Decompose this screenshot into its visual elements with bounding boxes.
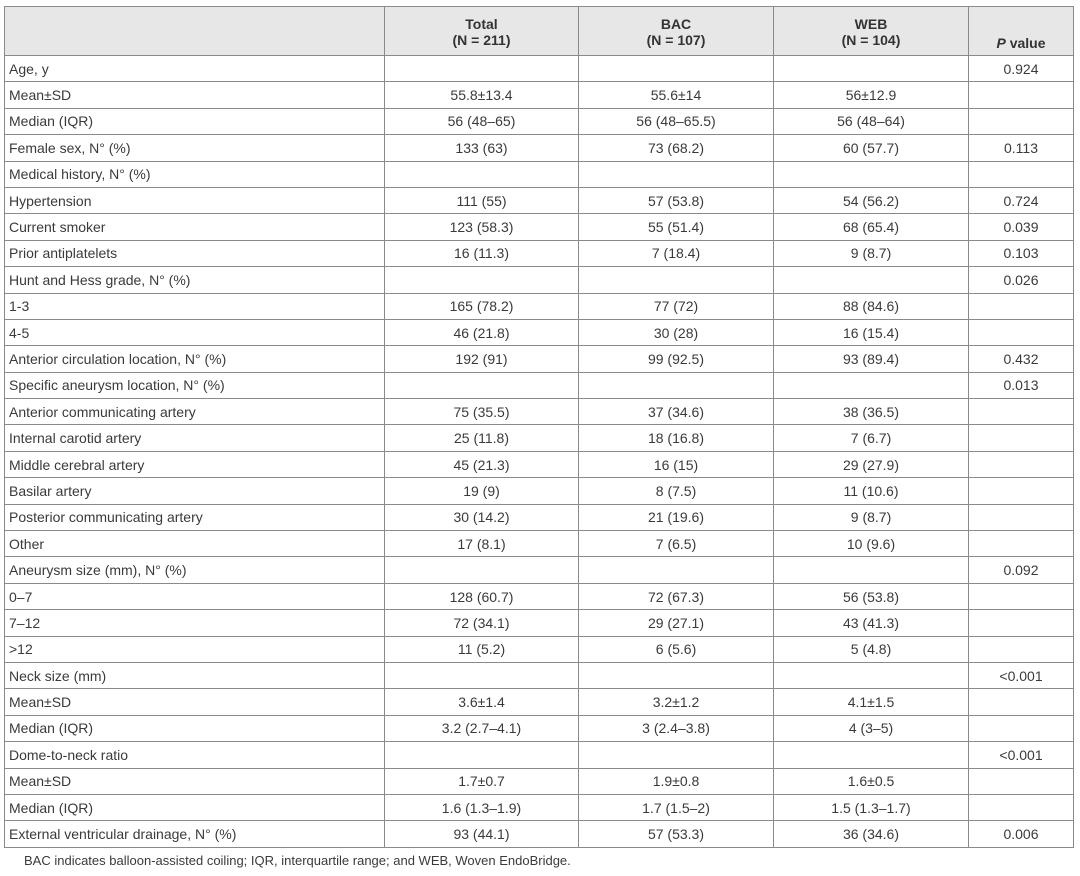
cell-bac: 57 (53.8)	[579, 187, 774, 213]
table-row	[5, 689, 1074, 715]
cell-web	[774, 557, 969, 583]
cell-total	[385, 557, 579, 583]
cell-total: 56 (48–65)	[385, 108, 579, 134]
cell-bac: 99 (92.5)	[579, 346, 774, 372]
row-label: Anterior communicating artery	[5, 399, 385, 425]
cell-web: 36 (34.6)	[774, 821, 969, 847]
row-label: Dome-to-neck ratio	[5, 742, 385, 768]
table-row	[5, 82, 1074, 108]
cell-bac: 7 (18.4)	[579, 240, 774, 266]
cell-total: 128 (60.7)	[385, 583, 579, 609]
cell-bac: 56 (48–65.5)	[579, 108, 774, 134]
table-row	[5, 451, 1074, 477]
table-row	[5, 399, 1074, 425]
row-label: Median (IQR)	[5, 108, 385, 134]
cell-p-value	[969, 293, 1074, 319]
row-label: Mean±SD	[5, 82, 385, 108]
cell-p-value	[969, 108, 1074, 134]
cell-total	[385, 742, 579, 768]
table-row	[5, 240, 1074, 266]
table-row	[5, 715, 1074, 741]
cell-total: 111 (55)	[385, 187, 579, 213]
table-row	[5, 161, 1074, 187]
cell-bac	[579, 372, 774, 398]
cell-total	[385, 372, 579, 398]
cell-bac: 30 (28)	[579, 319, 774, 345]
table-footnote: BAC indicates balloon-assisted coiling; IQR, interquartile range; and WEB, Woven EndoBridge.	[24, 853, 571, 868]
row-label: Other	[5, 531, 385, 557]
cell-total: 19 (9)	[385, 478, 579, 504]
cell-bac: 55 (51.4)	[579, 214, 774, 240]
cell-bac: 1.9±0.8	[579, 768, 774, 794]
cell-p-value: 0.026	[969, 267, 1074, 293]
header-p-letter: P	[996, 35, 1006, 51]
table-row	[5, 583, 1074, 609]
table-row	[5, 425, 1074, 451]
cell-web: 9 (8.7)	[774, 240, 969, 266]
cell-web: 7 (6.7)	[774, 425, 969, 451]
cell-bac	[579, 557, 774, 583]
cell-p-value	[969, 504, 1074, 530]
header-bac-count: (N = 107)	[646, 31, 706, 48]
cell-p-value	[969, 636, 1074, 662]
cell-total: 25 (11.8)	[385, 425, 579, 451]
table-row	[5, 214, 1074, 240]
cell-web	[774, 267, 969, 293]
cell-bac: 8 (7.5)	[579, 478, 774, 504]
cell-bac: 55.6±14	[579, 82, 774, 108]
row-label: Basilar artery	[5, 478, 385, 504]
cell-bac	[579, 267, 774, 293]
table-row	[5, 135, 1074, 161]
table-row	[5, 557, 1074, 583]
cell-p-value	[969, 531, 1074, 557]
table-row	[5, 504, 1074, 530]
cell-bac: 29 (27.1)	[579, 610, 774, 636]
header-bac-title: BAC	[660, 15, 692, 32]
cell-p-value	[969, 689, 1074, 715]
table-row	[5, 531, 1074, 557]
row-label: >12	[5, 636, 385, 662]
cell-bac: 72 (67.3)	[579, 583, 774, 609]
cell-web: 56 (53.8)	[774, 583, 969, 609]
table-row	[5, 319, 1074, 345]
cell-web: 5 (4.8)	[774, 636, 969, 662]
cell-bac	[579, 56, 774, 82]
table-row	[5, 293, 1074, 319]
table-row	[5, 187, 1074, 213]
table-row	[5, 346, 1074, 372]
table-row	[5, 267, 1074, 293]
cell-p-value: 0.432	[969, 346, 1074, 372]
cell-web: 1.6±0.5	[774, 768, 969, 794]
cell-web: 38 (36.5)	[774, 399, 969, 425]
header-p-value	[969, 7, 1074, 56]
cell-web: 88 (84.6)	[774, 293, 969, 319]
cell-p-value	[969, 715, 1074, 741]
cell-p-value	[969, 161, 1074, 187]
cell-web: 1.5 (1.3–1.7)	[774, 794, 969, 820]
header-web-count: (N = 104)	[841, 31, 901, 48]
header-bac	[579, 7, 774, 56]
cell-p-value: 0.113	[969, 135, 1074, 161]
cell-web: 60 (57.7)	[774, 135, 969, 161]
cell-total: 55.8±13.4	[385, 82, 579, 108]
cell-p-value: 0.013	[969, 372, 1074, 398]
cell-total: 123 (58.3)	[385, 214, 579, 240]
cell-web: 56 (48–64)	[774, 108, 969, 134]
cell-bac: 18 (16.8)	[579, 425, 774, 451]
cell-bac: 16 (15)	[579, 451, 774, 477]
table-row	[5, 636, 1074, 662]
row-label: Aneurysm size (mm), N° (%)	[5, 557, 385, 583]
cell-total: 3.2 (2.7–4.1)	[385, 715, 579, 741]
cell-p-value: 0.103	[969, 240, 1074, 266]
row-label: Specific aneurysm location, N° (%)	[5, 372, 385, 398]
cell-bac	[579, 161, 774, 187]
cell-p-value	[969, 794, 1074, 820]
row-label: Female sex, N° (%)	[5, 135, 385, 161]
cell-total: 1.6 (1.3–1.9)	[385, 794, 579, 820]
header-characteristic	[5, 7, 385, 56]
table-row	[5, 742, 1074, 768]
header-web	[774, 7, 969, 56]
cell-web: 9 (8.7)	[774, 504, 969, 530]
row-label: Internal carotid artery	[5, 425, 385, 451]
cell-total: 1.7±0.7	[385, 768, 579, 794]
cell-bac	[579, 742, 774, 768]
table-row	[5, 821, 1074, 847]
cell-web: 4.1±1.5	[774, 689, 969, 715]
row-label: Mean±SD	[5, 768, 385, 794]
cell-web: 56±12.9	[774, 82, 969, 108]
cell-bac: 3 (2.4–3.8)	[579, 715, 774, 741]
cell-bac: 6 (5.6)	[579, 636, 774, 662]
cell-total: 3.6±1.4	[385, 689, 579, 715]
row-label: Neck size (mm)	[5, 662, 385, 688]
row-label: Medical history, N° (%)	[5, 161, 385, 187]
cell-p-value: 0.006	[969, 821, 1074, 847]
cell-p-value: 0.092	[969, 557, 1074, 583]
cell-web	[774, 161, 969, 187]
cell-bac: 7 (6.5)	[579, 531, 774, 557]
table-row	[5, 794, 1074, 820]
cell-p-value	[969, 451, 1074, 477]
cell-p-value: <0.001	[969, 662, 1074, 688]
cell-web: 4 (3–5)	[774, 715, 969, 741]
cell-web: 29 (27.9)	[774, 451, 969, 477]
cell-total	[385, 56, 579, 82]
table-row	[5, 610, 1074, 636]
row-label: 1-3	[5, 293, 385, 319]
cell-web: 11 (10.6)	[774, 478, 969, 504]
cell-bac: 1.7 (1.5–2)	[579, 794, 774, 820]
cell-p-value: 0.724	[969, 187, 1074, 213]
table-row	[5, 478, 1074, 504]
cell-total	[385, 161, 579, 187]
cell-total	[385, 662, 579, 688]
table-row	[5, 768, 1074, 794]
header-total	[385, 7, 579, 56]
row-label: 7–12	[5, 610, 385, 636]
cell-bac: 57 (53.3)	[579, 821, 774, 847]
cell-web: 68 (65.4)	[774, 214, 969, 240]
cell-web: 93 (89.4)	[774, 346, 969, 372]
cell-bac: 73 (68.2)	[579, 135, 774, 161]
cell-web	[774, 662, 969, 688]
cell-total: 17 (8.1)	[385, 531, 579, 557]
cell-web: 43 (41.3)	[774, 610, 969, 636]
table-row	[5, 56, 1074, 82]
row-label: Mean±SD	[5, 689, 385, 715]
table-row	[5, 662, 1074, 688]
cell-web: 16 (15.4)	[774, 319, 969, 345]
cell-bac: 37 (34.6)	[579, 399, 774, 425]
cell-bac: 77 (72)	[579, 293, 774, 319]
cell-total: 133 (63)	[385, 135, 579, 161]
cell-bac: 21 (19.6)	[579, 504, 774, 530]
cell-total: 11 (5.2)	[385, 636, 579, 662]
cell-p-value	[969, 610, 1074, 636]
cell-total: 46 (21.8)	[385, 319, 579, 345]
cell-total: 45 (21.3)	[385, 451, 579, 477]
cell-web	[774, 372, 969, 398]
cell-p-value	[969, 583, 1074, 609]
row-label: Hunt and Hess grade, N° (%)	[5, 267, 385, 293]
cell-total: 30 (14.2)	[385, 504, 579, 530]
cell-p-value	[969, 319, 1074, 345]
cell-total: 165 (78.2)	[385, 293, 579, 319]
cell-p-value	[969, 478, 1074, 504]
row-label: Median (IQR)	[5, 794, 385, 820]
cell-web	[774, 742, 969, 768]
cell-p-value	[969, 399, 1074, 425]
cell-p-value	[969, 768, 1074, 794]
cell-bac: 3.2±1.2	[579, 689, 774, 715]
cell-web	[774, 56, 969, 82]
row-label: Middle cerebral artery	[5, 451, 385, 477]
cell-p-value	[969, 82, 1074, 108]
cell-total	[385, 267, 579, 293]
cell-p-value	[969, 425, 1074, 451]
cell-p-value: 0.039	[969, 214, 1074, 240]
cell-bac	[579, 662, 774, 688]
row-label: Anterior circulation location, N° (%)	[5, 346, 385, 372]
row-label: Median (IQR)	[5, 715, 385, 741]
table-row	[5, 372, 1074, 398]
cell-p-value: 0.924	[969, 56, 1074, 82]
cell-web: 54 (56.2)	[774, 187, 969, 213]
cell-total: 75 (35.5)	[385, 399, 579, 425]
row-label: Prior antiplatelets	[5, 240, 385, 266]
header-p-suffix: value	[1005, 35, 1046, 51]
cell-p-value: <0.001	[969, 742, 1074, 768]
row-label: Age, y	[5, 56, 385, 82]
row-label: 0–7	[5, 583, 385, 609]
table-row	[5, 108, 1074, 134]
row-label: Hypertension	[5, 187, 385, 213]
baseline-characteristics-table	[4, 6, 1074, 848]
table-body	[5, 56, 1074, 848]
cell-total: 192 (91)	[385, 346, 579, 372]
table-header	[5, 7, 1074, 56]
header-row	[5, 7, 1074, 56]
cell-total: 72 (34.1)	[385, 610, 579, 636]
header-total-title: Total	[465, 15, 498, 32]
cell-web: 10 (9.6)	[774, 531, 969, 557]
cell-total: 93 (44.1)	[385, 821, 579, 847]
row-label: External ventricular drainage, N° (%)	[5, 821, 385, 847]
header-web-title: WEB	[854, 15, 888, 32]
row-label: 4-5	[5, 319, 385, 345]
row-label: Current smoker	[5, 214, 385, 240]
cell-total: 16 (11.3)	[385, 240, 579, 266]
row-label: Posterior communicating artery	[5, 504, 385, 530]
header-total-count: (N = 211)	[452, 31, 511, 48]
